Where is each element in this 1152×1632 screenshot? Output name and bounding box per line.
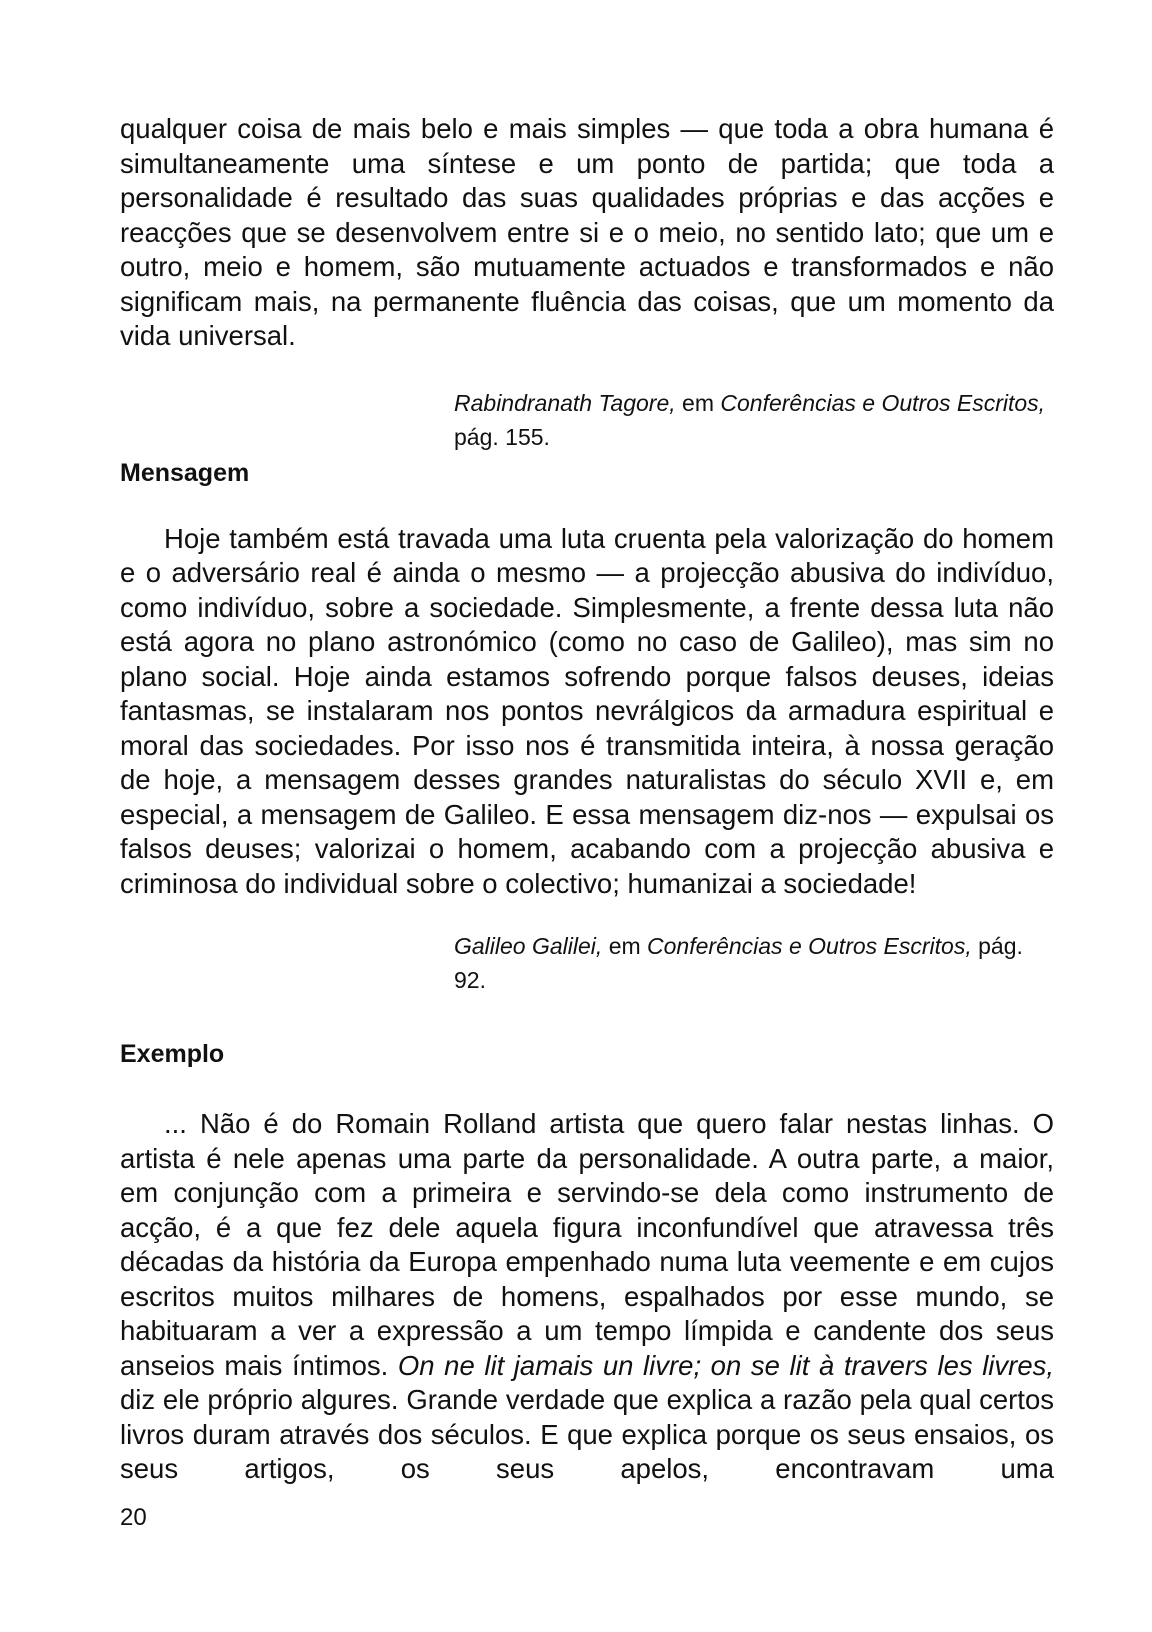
citation-page: pág. 92. bbox=[454, 933, 1023, 993]
mensagem-paragraph: Hoje também está travada uma luta cruenta pela valorização do homem e o adversário real é ainda o mesmo — a projecção abusiva do indivíduo, como indivíduo, sobre a sociedade. Simplesmente, a frente dessa luta não está agora no plano astronómico (como no caso de Galileo), mas sim no plano social. Hoje ainda estamos sofrendo porque falsos deuses, ideias fantasmas, se instalaram nos pontos nevrálgicos da armadura espiritual e moral das sociedades. Por isso nos é transmitida inteira, à nossa geração de hoje, a mensagem desses grandes naturalistas do século XVII e, em especial, a mensagem de Galileo. E essa mensagem diz-nos — expulsai os falsos deuses; valorizai o homem, acabando com a projecção abusiva e criminosa do individual sobre o colectivo; humanizai a sociedade! bbox=[120, 522, 1054, 899]
exemplo-paragraph bbox=[120, 1107, 1054, 1487]
citation-em: em bbox=[608, 933, 641, 959]
citation-em: em bbox=[682, 389, 714, 416]
citation-author: Galileo Galilei, bbox=[454, 933, 603, 959]
citation-page: pág. 155. bbox=[454, 423, 550, 450]
page-body bbox=[120, 112, 1054, 1487]
citation-author: Rabindranath Tagore, bbox=[454, 389, 676, 416]
intro-paragraph: qualquer coisa de mais belo e mais simples — que toda a obra humana é simultaneamente uma síntese e um ponto de partida; que toda a personalidade é resultado das suas qualidades próprias e das acções e reacções que se desenvolvem entre si e o meio, no sentido lato; que um e outro, meio e homem, são mutuamente actuados e transformados e não significam mais, na permanente fluência das coisas, que um momento da vida universal. bbox=[120, 113, 1054, 351]
page-number: 20 bbox=[120, 1504, 147, 1531]
heading-exemplo: Exemplo bbox=[120, 1040, 225, 1068]
citation-work: Conferências e Outros Escritos, bbox=[647, 933, 972, 959]
citation-tagore bbox=[454, 386, 1054, 454]
citation-galileo bbox=[454, 929, 1054, 997]
citation-work: Conferências e Outros Escritos, bbox=[720, 389, 1046, 416]
heading-mensagem: Mensagem bbox=[120, 458, 250, 487]
exemplo-quote: On ne lit jamais un livre; on se lit à travers les livres, bbox=[397, 1349, 1055, 1381]
exemplo-text-b: diz ele próprio algures. Grande verdade que explica a razão pela qual certos livros duram através dos séculos. E que explica porque os seus ensaios, os seus artigos, os seus apelos, encontravam uma bbox=[120, 1384, 1054, 1484]
exemplo-text-a: ... Não é do Romain Rolland artista que quero falar nestas linhas. O artista é nele apenas uma parte da personalidade. A outra parte, a maior, em conjunção com a primeira e servindo-se dela como instrumento de acção, é a que fez dele aquela figura inconfundível que atravessa três décadas da história da Europa empenhado numa luta veemente e em cujos escritos muitos milhares de homens, espalhados por esse mundo, se habituaram a ver a expressão a um tempo límpida e candente dos seus anseios mais íntimos. bbox=[120, 1108, 1054, 1381]
